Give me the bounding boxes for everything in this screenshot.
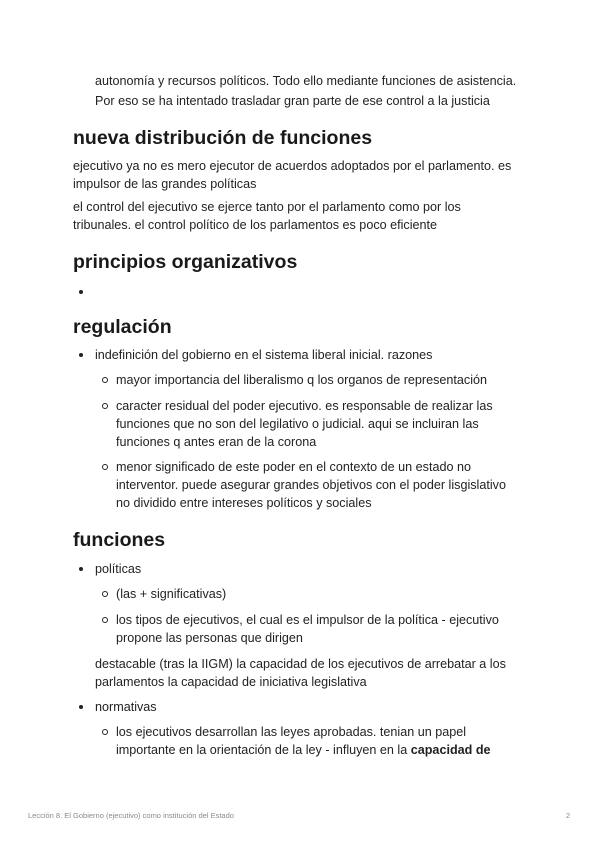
paragraph-line: el control del ejecutivo se ejerce tanto por el parlamento como por los [73, 200, 461, 214]
paragraph-line: parlamentos la capacidad de iniciativa legislativa [95, 675, 367, 689]
circle-bullet-icon [102, 403, 108, 409]
sub-list-item [116, 741, 491, 759]
bullet-icon [79, 567, 83, 571]
section-heading-nueva: nueva distribución de funciones [73, 127, 373, 149]
paragraph-line: impulsor de las grandes políticas [73, 177, 257, 191]
circle-bullet-icon [102, 729, 108, 735]
bullet-icon [79, 290, 83, 294]
text-line: autonomía y recursos políticos. Todo ello mediante funciones de asistencia. [95, 74, 517, 88]
text-bold: capacidad de [410, 743, 491, 757]
footer-title: Lección 8. El Gobierno (ejecutivo) como institución del Estado [28, 811, 234, 820]
paragraph-line: destacable (tras la IIGM) la capacidad de los ejecutivos de arrebatar a los [95, 657, 506, 671]
section-heading-regulacion: regulación [73, 316, 172, 338]
paragraph-line: tribunales. el control político de los parlamentos es poco eficiente [73, 218, 438, 232]
sub-list-item: mayor importancia del liberalismo q los organos de representación [116, 373, 488, 387]
circle-bullet-icon [102, 464, 108, 470]
bullet-icon [79, 353, 83, 357]
sub-list-item: funciones que no son del legilativo o judicial. aqui se incluiran las [116, 417, 479, 431]
circle-bullet-icon [102, 591, 108, 597]
paragraph-line: ejecutivo ya no es mero ejecutor de acuerdos adoptados por el parlamento. es [73, 159, 512, 173]
text-normal: importante en la orientación de la ley - influyen en la [116, 743, 411, 757]
sub-list-item: caracter residual del poder ejecutivo. es responsable de realizar las [116, 399, 493, 413]
list-item: normativas [95, 700, 157, 714]
bullet-icon [79, 705, 83, 709]
text-line: Por eso se ha intentado trasladar gran parte de ese control a la justicia [95, 94, 490, 108]
list-item: políticas [95, 562, 142, 576]
sub-list-item: los ejecutivos desarrollan las leyes aprobadas. tenian un papel [116, 725, 467, 739]
list-item: indefinición del gobierno en el sistema liberal inicial. razones [95, 348, 433, 362]
sub-list-item: menor significado de este poder en el contexto de un estado no [116, 460, 471, 474]
section-heading-funciones: funciones [73, 529, 166, 551]
section-heading-principios: principios organizativos [73, 251, 298, 273]
sub-list-item: los tipos de ejecutivos, el cual es el impulsor de la política - ejecutivo [116, 613, 499, 627]
sub-list-item: interventor. puede asegurar grandes objetivos con el poder lisgislativo [116, 478, 506, 492]
sub-list-item: (las + significativas) [116, 587, 227, 601]
sub-list-item: no dividido entre intereses políticos y sociales [116, 496, 372, 510]
circle-bullet-icon [102, 377, 108, 383]
sub-list-item: funciones q antes eran de la corona [116, 435, 317, 449]
circle-bullet-icon [102, 617, 108, 623]
sub-list-item: propone las personas que dirigen [116, 631, 303, 645]
page-number: 2 [566, 811, 571, 820]
